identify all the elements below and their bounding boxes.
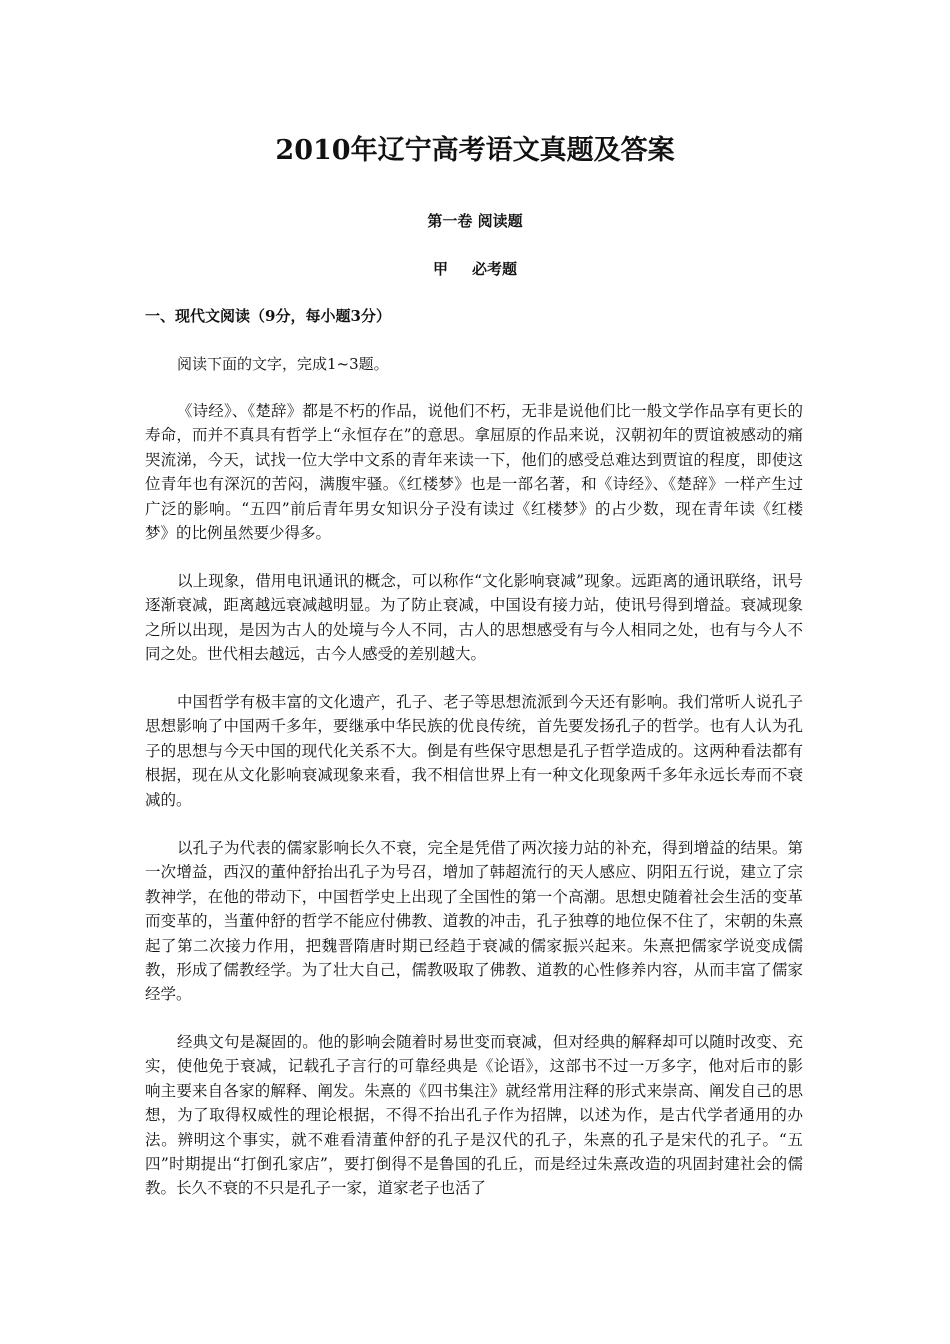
part-title: 第一卷 阅读题: [427, 212, 523, 230]
paragraph: 中国哲学有极丰富的文化遗产，孔子、老子等思想流派到今天还有影响。我们常听人说孔子思想影响了中国两千多年，要继承中华民族的优良传统，首先要发扬孔子的哲学。也有人认为孔子的思想与今天中国的现代化关系不大。倒是有些保守思想是孔子哲学造成的。这两种看法都有根据，现在从文化影响衰减现象来看，我不相信世界上有一种文化现象两千多年永远长寿而不衰减的。: [145, 693, 803, 809]
reading-instruction: 阅读下面的文字，完成1~3题。: [177, 355, 389, 373]
paragraph: 《诗经》、《楚辞》都是不朽的作品，说他们不朽，无非是说他们比一般文学作品享有更长的寿命，而并不真具有哲学上“永恒存在”的意思。拿屈原的作品来说，汉朝初年的贾谊被感动的痛哭流涕，今天，试找一位大学中文系的青年来读一下，他们的感受总难达到贾谊的程度，即使这位青年也有深沉的苦闷，满腹牢骚。《红楼梦》也是一部名著，和《诗经》、《楚辞》一样产生过广泛的影响。“五四”前后青年男女知识分子没有读过《红楼梦》的占少数，现在青年读《红楼梦》的比例虽然要少得多。: [145, 402, 803, 543]
document-title: 2010年辽宁高考语文真题及答案: [275, 135, 675, 166]
paragraph: 以孔子为代表的儒家影响长久不衰，完全是凭借了两次接力站的补充，得到增益的结果。第一次增益，西汉的董仲舒抬出孔子为号召，增加了韩超流行的天人感应、阴阳五行说，建立了宗教神学，在他的带动下，中国哲学史上出现了全国性的第一个高潮。思想史随着社会生活的变革而变革的，当董仲舒的哲学不能应付佛教、道教的冲击，孔子独尊的地位保不住了，宋朝的朱熹起了第二次接力作用，把魏晋隋唐时期已经趋于衰减的儒家振兴起来。朱熹把儒家学说变成儒教，形成了儒教经学。为了壮大自己，儒教吸取了佛教、道教的心性修养内容，从而丰富了儒家经学。: [145, 839, 803, 1004]
question-heading: 一、现代文阅读（9分，每小题3分）: [145, 307, 391, 325]
paragraph: 经典文句是凝固的。他的影响会随着时易世变而衰减，但对经典的解释却可以随时改变、充实，使他免于衰减，记载孔子言行的可靠经典是《论语》，这部书不过一万多字，他对后市的影响主要来自各家的解释、阐发。朱熹的《四书集注》就经常用注释的形式来崇高、阐发自己的思想，为了取得权威性的理论根据，不得不抬出孔子作为招牌，以述为作，是古代学者通用的办法。辨明这个事实，就不难看清董仲舒的孔子是汉代的孔子，朱熹的孔子是宋代的孔子。“五四”时期提出“打倒孔家店”，要打倒得不是鲁国的孔丘，而是经过朱熹改造的巩固封建社会的儒教。长久不衰的不只是孔子一家，道家老子也活了: [145, 1033, 803, 1198]
section-label-left: 甲: [432, 260, 448, 278]
section-title: [145, 259, 805, 279]
section-label-right: 必考题: [472, 260, 518, 278]
paragraph: 以上现象，借用电讯通讯的概念，可以称作“文化影响衰减”现象。远距离的通讯联络，讯号逐渐衰减，距离越远衰减越明显。为了防止衰减，中国设有接力站，使讯号得到增益。衰减现象之所以出现，是因为古人的处境与今人不同，古人的思想感受有与今人相同之处，也有与今人不同之处。世代相去越远，古今人感受的差别越大。: [145, 572, 803, 664]
